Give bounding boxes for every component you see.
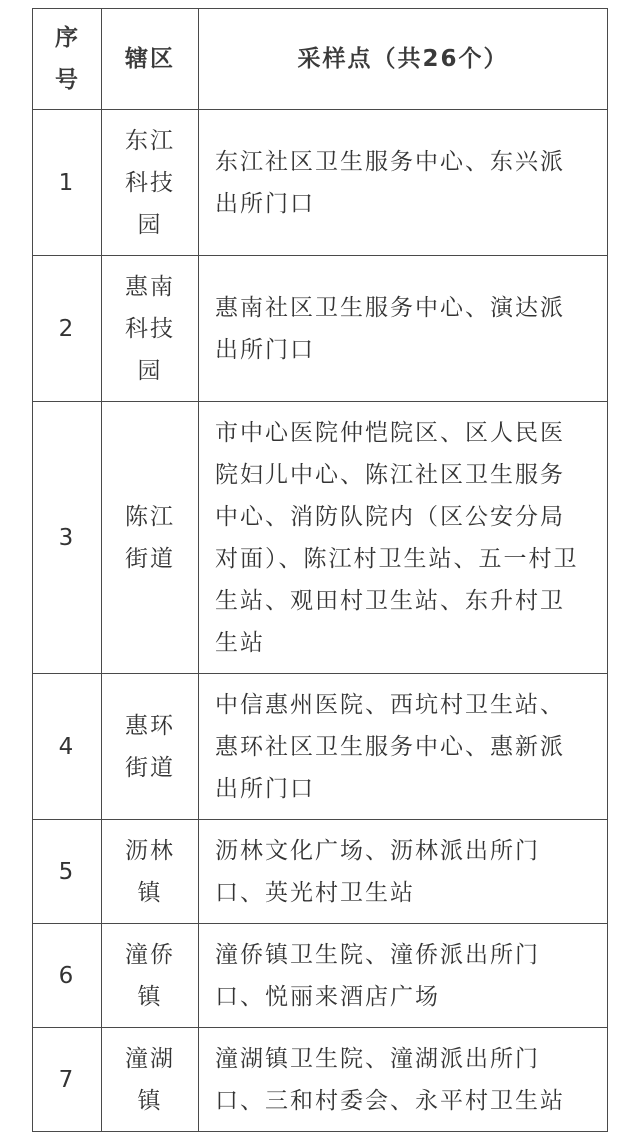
row-area: 沥林镇 [102, 820, 199, 924]
row-sites: 惠南社区卫生服务中心、演达派出所门口 [199, 256, 608, 402]
row-sites: 中信惠州医院、西坑村卫生站、惠环社区卫生服务中心、惠新派出所门口 [199, 674, 608, 820]
table-row [33, 1028, 608, 1132]
row-area: 潼湖镇 [102, 1028, 199, 1132]
table-row [33, 924, 608, 1028]
row-area: 陈江街道 [102, 402, 199, 674]
table-row [33, 402, 608, 674]
sampling-sites-table [32, 8, 608, 1132]
table-row [33, 110, 608, 256]
table-row [33, 820, 608, 924]
row-sites: 东江社区卫生服务中心、东兴派出所门口 [199, 110, 608, 256]
table-header-row [33, 9, 608, 110]
row-area: 惠南科技园 [102, 256, 199, 402]
row-sites: 沥林文化广场、沥林派出所门口、英光村卫生站 [199, 820, 608, 924]
row-area: 潼侨镇 [102, 924, 199, 1028]
row-index: 6 [33, 924, 102, 1028]
row-sites: 潼侨镇卫生院、潼侨派出所门口、悦丽来酒店广场 [199, 924, 608, 1028]
row-index: 7 [33, 1028, 102, 1132]
header-sites: 采样点（共26个） [199, 9, 608, 110]
row-index: 5 [33, 820, 102, 924]
row-area: 东江科技园 [102, 110, 199, 256]
header-area: 辖区 [102, 9, 199, 110]
row-index: 2 [33, 256, 102, 402]
row-index: 1 [33, 110, 102, 256]
table-row [33, 674, 608, 820]
row-sites: 潼湖镇卫生院、潼湖派出所门口、三和村委会、永平村卫生站 [199, 1028, 608, 1132]
table-row [33, 256, 608, 402]
row-sites: 市中心医院仲恺院区、区人民医院妇儿中心、陈江社区卫生服务中心、消防队院内（区公安分局对面）、陈江村卫生站、五一村卫生站、观田村卫生站、东升村卫生站 [199, 402, 608, 674]
row-index: 3 [33, 402, 102, 674]
row-index: 4 [33, 674, 102, 820]
header-index: 序号 [33, 9, 102, 110]
row-area: 惠环街道 [102, 674, 199, 820]
